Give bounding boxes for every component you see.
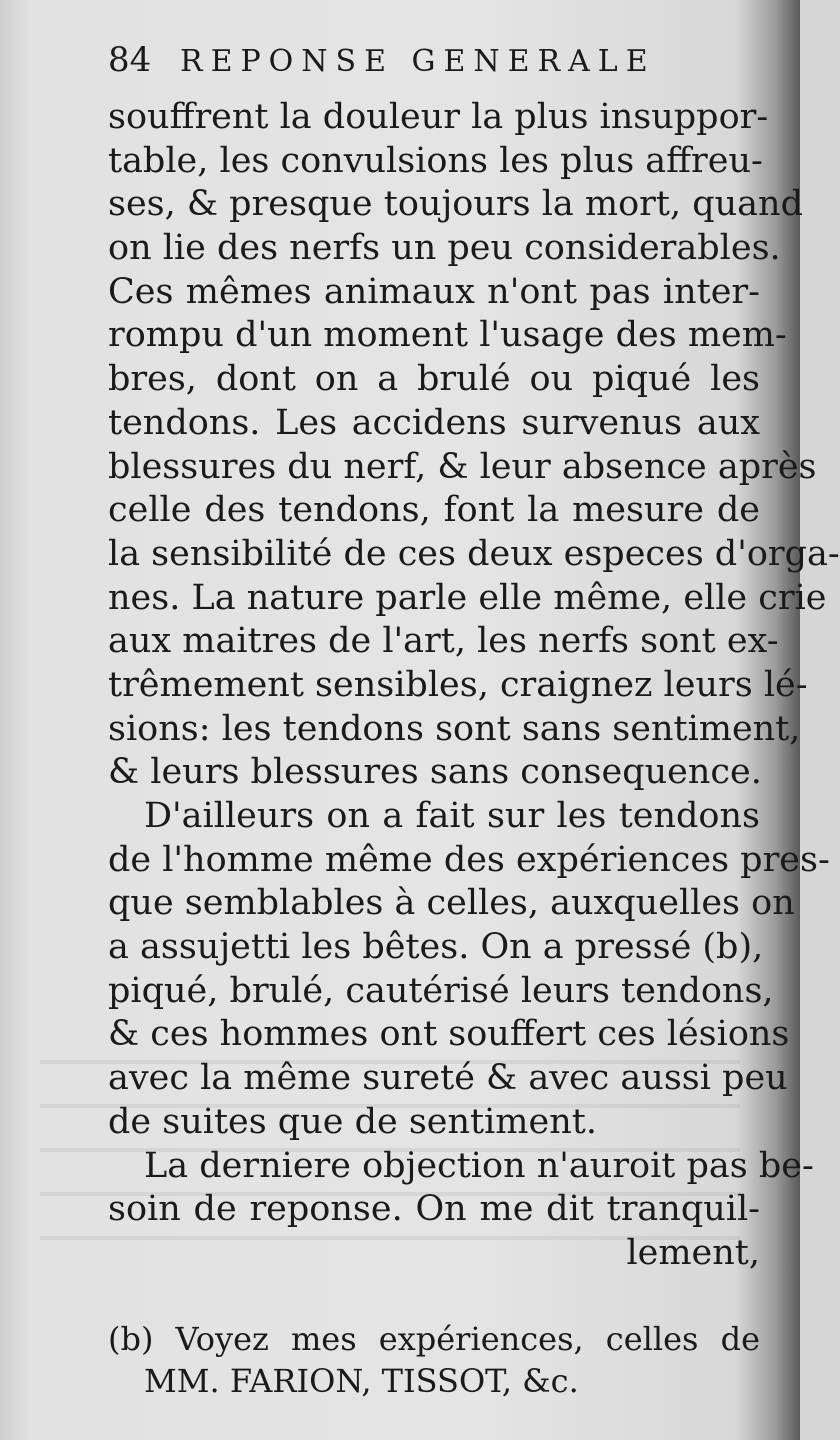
text-line: blessures du nerf, & leur absence après <box>108 446 817 487</box>
text-line: D'ailleurs on a fait sur les tendons <box>144 796 760 836</box>
footnote-line: (b) Voyez mes expériences, celles de <box>108 1319 760 1358</box>
text-line: celle des tendons, font la mesure de <box>108 490 760 531</box>
text-line: & ces hommes ont souffert ces lésions <box>108 1014 790 1055</box>
text-line: rompu d'un moment l'usage des mem- <box>108 315 787 356</box>
text-line: a assujetti les bêtes. On a pressé (b), <box>108 927 764 968</box>
text-line: sions: les tendons sont sans sentiment, <box>108 708 801 749</box>
running-header <box>108 40 760 96</box>
text-line: La derniere objection n'auroit pas be- <box>144 1145 814 1186</box>
text-line: nes. La nature parle elle même, elle crie <box>108 577 827 618</box>
text-line: bres, dont on a brulé ou piqué les <box>108 359 760 400</box>
text-block <box>108 40 840 1402</box>
text-line: la sensibilité de ces deux especes d'orga- <box>108 533 840 574</box>
page-number: 84 <box>108 40 152 80</box>
text-line: de suites que de sentiment. <box>108 1101 597 1142</box>
text-line: Ces mêmes animaux n'ont pas inter- <box>108 271 760 312</box>
footnote <box>108 1318 760 1402</box>
text-line: avec la même sureté & avec aussi peu <box>108 1058 788 1099</box>
text-line: aux maitres de l'art, les nerfs sont ex- <box>108 621 779 662</box>
text-line: trêmement sensibles, craignez leurs lé- <box>108 664 808 705</box>
text-line: & leurs blessures sans consequence. <box>108 752 762 793</box>
catchword: lement, <box>626 1232 760 1273</box>
text-line: ses, & presque toujours la mort, quand <box>108 184 803 225</box>
text-line: piqué, brulé, cautérisé leurs tendons, <box>108 970 774 1011</box>
text-line: on lie des nerfs un peu considerables. <box>108 228 781 269</box>
body-text <box>108 96 840 1276</box>
text-line: souffrent la douleur la plus insuppor- <box>108 97 769 137</box>
text-line: de l'homme même des expériences pres- <box>108 839 830 880</box>
running-title: REPONSE GENERALE <box>180 44 656 79</box>
footnote-line: MM. FARION, TISSOT, &c. <box>144 1361 579 1400</box>
text-line: que semblables à celles, auxquelles on <box>108 883 795 924</box>
text-line: tendons. Les accidens survenus aux <box>108 402 760 443</box>
text-line: table, les convulsions les plus affreu- <box>108 140 763 181</box>
text-line: soin de reponse. On me dit tranquil- <box>108 1189 760 1230</box>
